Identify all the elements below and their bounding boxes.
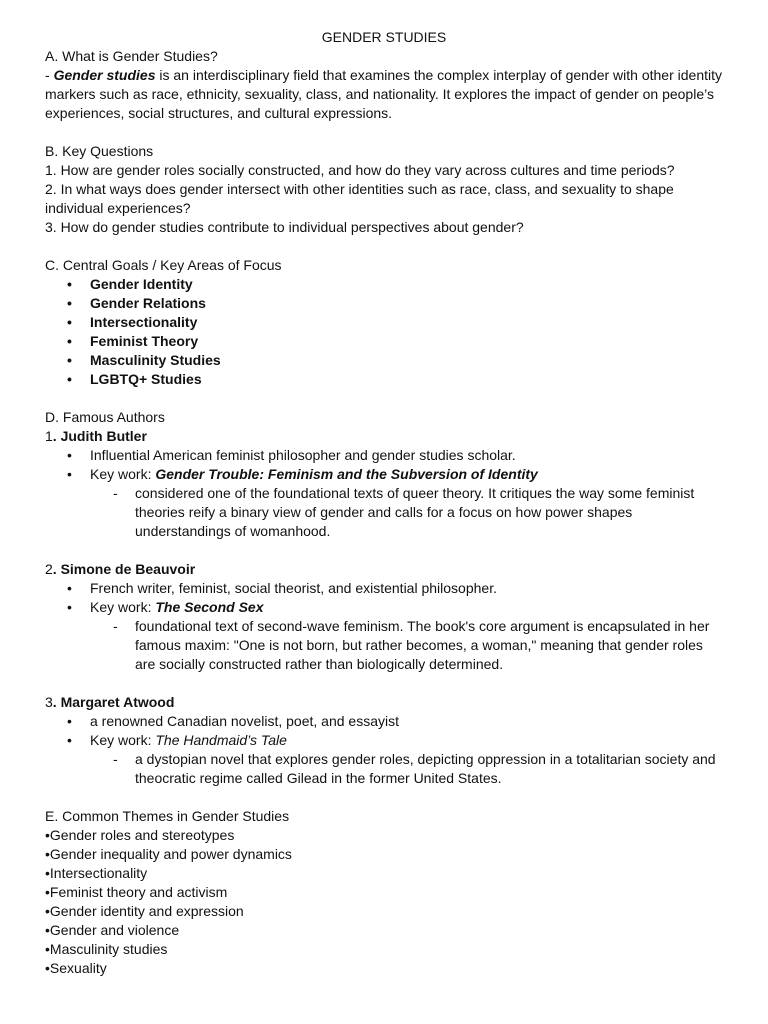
- author-key-work: [45, 598, 725, 617]
- author-name: . Margaret Atwood: [52, 694, 175, 710]
- key-work-title: Gender Trouble: Feminism and the Subversion of Identity: [155, 466, 538, 482]
- key-question: 3. How do gender studies contribute to individual perspectives about gender?: [45, 219, 524, 235]
- key-question: 1. How are gender roles socially constructed, and how do they vary across cultures and time periods?: [45, 162, 675, 178]
- theme-item: • Gender inequality and power dynamics: [45, 845, 725, 864]
- author-butler: [45, 427, 725, 541]
- key-work-title: The Handmaid’s Tale: [155, 732, 287, 748]
- focus-area-item: • Gender Relations: [45, 294, 725, 313]
- section-c-heading: C. Central Goals / Key Areas of Focus: [45, 257, 282, 273]
- theme-item: • Feminist theory and activism: [45, 883, 725, 902]
- document-page: [45, 28, 725, 978]
- focus-area-item: • Masculinity Studies: [45, 351, 725, 370]
- definition-lead: -: [45, 67, 54, 83]
- key-work-title: The Second Sex: [155, 599, 264, 615]
- key-work-label: Key work:: [90, 599, 156, 615]
- author-notes: [45, 484, 725, 541]
- document-title: GENDER STUDIES: [321, 29, 447, 45]
- theme-item: • Sexuality: [45, 959, 725, 978]
- key-work-note: - considered one of the foundational texts of queer theory. It critiques the way some feminist theories reify a binary view of gender and calls for a focus on how power shapes understandings of womanhood.: [45, 484, 725, 541]
- section-a: [45, 47, 725, 123]
- author-notes: [45, 750, 725, 788]
- key-work-label: Key work:: [90, 466, 156, 482]
- focus-areas-list: [45, 275, 725, 389]
- section-a-definition: [45, 66, 725, 123]
- focus-area-item: • Intersectionality: [45, 313, 725, 332]
- theme-item: • Intersectionality: [45, 864, 725, 883]
- key-work-label: Key work:: [90, 732, 156, 748]
- focus-area-item: • Gender Identity: [45, 275, 725, 294]
- author-atwood: [45, 693, 725, 788]
- theme-item: • Gender roles and stereotypes: [45, 826, 725, 845]
- section-e-heading: E. Common Themes in Gender Studies: [45, 808, 290, 824]
- author-bio: • a renowned Canadian novelist, poet, and essayist: [45, 712, 725, 731]
- section-e: [45, 807, 725, 978]
- author-bio: • Influential American feminist philosopher and gender studies scholar.: [45, 446, 725, 465]
- author-heading: [45, 560, 725, 579]
- section-c: [45, 256, 725, 389]
- focus-area-item: • Feminist Theory: [45, 332, 725, 351]
- author-beauvoir: [45, 560, 725, 674]
- section-b-heading: B. Key Questions: [45, 143, 154, 159]
- definition-term: Gender studies: [53, 67, 156, 83]
- author-name: . Simone de Beauvoir: [52, 561, 196, 577]
- theme-item: • Gender identity and expression: [45, 902, 725, 921]
- author-details: [45, 579, 725, 617]
- author-name: . Judith Butler: [52, 428, 147, 444]
- author-details: [45, 712, 725, 750]
- definition-text: is an interdisciplinary field that examines the complex interplay of gender with other identity markers such as race, ethnicity, sexuality, class, and nationality. It explores the impact of gender on people’s experiences, social structures, and cultural expressions.: [45, 67, 722, 121]
- author-number: 2: [45, 561, 53, 577]
- section-b: [45, 142, 725, 237]
- author-number: 3: [45, 694, 53, 710]
- author-key-work: [45, 731, 725, 750]
- theme-item: • Gender and violence: [45, 921, 725, 940]
- key-work-note: - foundational text of second-wave feminism. The book's core argument is encapsulated in her famous maxim: "One is not born, but rather becomes, a woman," meaning that gender roles are socially constructed rather than biologically determined.: [45, 617, 725, 674]
- author-notes: [45, 617, 725, 674]
- author-number: 1: [45, 428, 53, 444]
- author-heading: [45, 427, 725, 446]
- author-key-work: [45, 465, 725, 484]
- key-question: 2. In what ways does gender intersect with other identities such as race, class, and sexuality to shape individual experiences?: [45, 181, 674, 216]
- author-heading: [45, 693, 725, 712]
- section-d-heading: D. Famous Authors: [45, 409, 165, 425]
- author-bio: • French writer, feminist, social theorist, and existential philosopher.: [45, 579, 725, 598]
- key-work-note: - a dystopian novel that explores gender roles, depicting oppression in a totalitarian society and theocratic regime called Gilead in the former United States.: [45, 750, 725, 788]
- section-a-heading: A. What is Gender Studies?: [45, 48, 218, 64]
- theme-item: • Masculinity studies: [45, 940, 725, 959]
- author-details: [45, 446, 725, 484]
- focus-area-item: • LGBTQ+ Studies: [45, 370, 725, 389]
